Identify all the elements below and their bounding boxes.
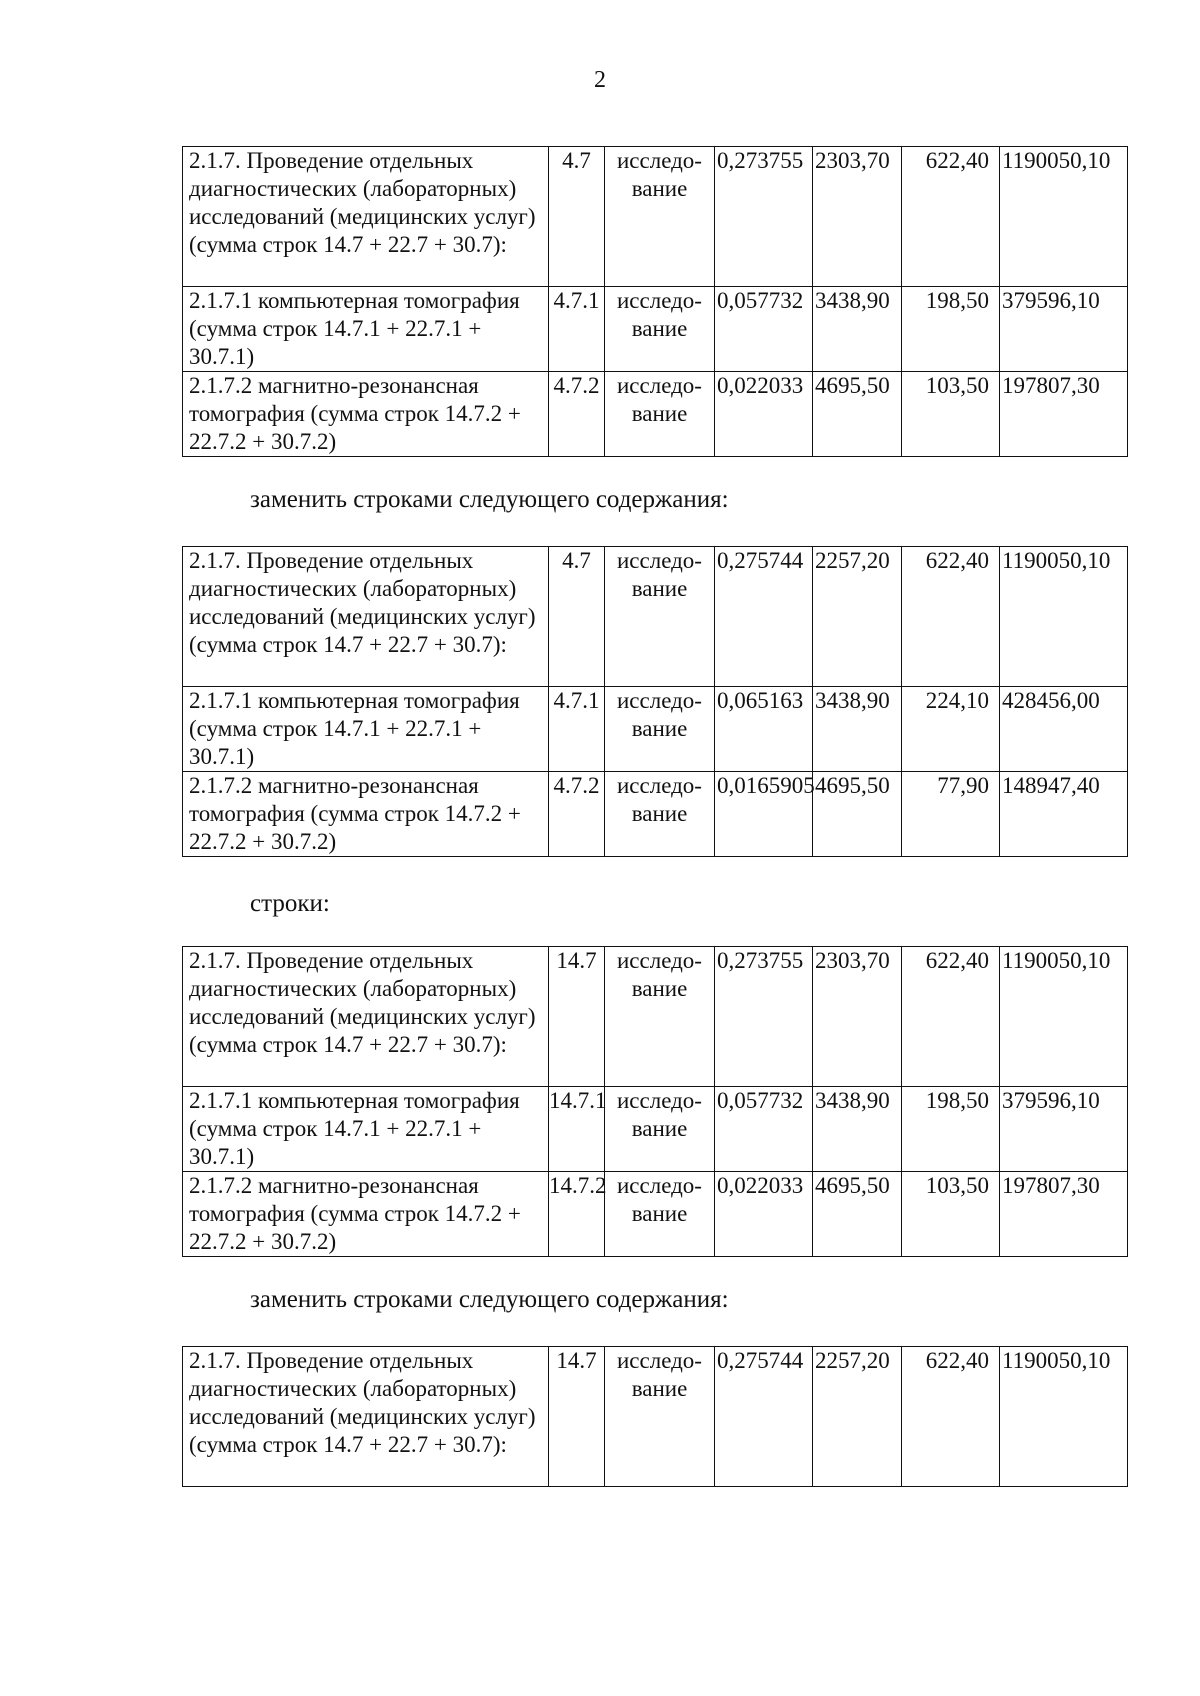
row-unit: исследо-вание (605, 687, 715, 772)
row-value-2: 3438,90 (813, 287, 902, 372)
row-code: 14.7 (549, 947, 605, 1087)
table-row (183, 687, 1128, 772)
row-value-1: 0,275744 (715, 547, 813, 687)
row-unit: исследо-вание (605, 1347, 715, 1487)
row-value-3: 622,40 (902, 1347, 1000, 1487)
row-code: 14.7.1 (549, 1087, 605, 1172)
row-code: 4.7.2 (549, 772, 605, 857)
row-value-2: 2257,20 (813, 1347, 902, 1487)
row-name: 2.1.7.1 компьютерная томография (сумма строк 14.7.1 + 22.7.1 + 30.7.1) (183, 687, 549, 772)
row-unit: исследо-вание (605, 147, 715, 287)
row-code: 14.7 (549, 1347, 605, 1487)
row-unit: исследо-вание (605, 372, 715, 457)
row-code: 4.7 (549, 147, 605, 287)
row-code: 4.7 (549, 547, 605, 687)
row-value-1: 0,022033 (715, 1172, 813, 1257)
row-unit: исследо-вание (605, 1172, 715, 1257)
row-value-3: 103,50 (902, 372, 1000, 457)
table-row (183, 772, 1128, 857)
row-unit: исследо-вание (605, 1087, 715, 1172)
table-row (183, 1087, 1128, 1172)
row-unit: исследо-вание (605, 547, 715, 687)
row-value-2: 4695,50 (813, 372, 902, 457)
table-original-rows-14-7 (182, 946, 1128, 1257)
row-value-3: 622,40 (902, 147, 1000, 287)
table-row (183, 287, 1128, 372)
page-number: 2 (594, 67, 606, 93)
row-name: 2.1.7. Проведение отдельных диагностических (лабораторных) исследований (медицинских услуг) (сумма строк 14.7 + 22.7 + 30.7): (183, 1347, 549, 1487)
row-value-2: 2303,70 (813, 147, 902, 287)
table-row (183, 1172, 1128, 1257)
row-value-3: 622,40 (902, 947, 1000, 1087)
instruction-replace-with: заменить строками следующего содержания: (250, 486, 729, 513)
instruction-rows: строки: (250, 890, 330, 917)
row-value-4: 197807,30 (1000, 1172, 1128, 1257)
row-value-1: 0,0165905 (715, 772, 813, 857)
instruction-replace-with: заменить строками следующего содержания: (250, 1286, 729, 1313)
row-unit: исследо-вание (605, 772, 715, 857)
row-value-4: 1190050,10 (1000, 547, 1128, 687)
row-value-3: 224,10 (902, 687, 1000, 772)
row-unit: исследо-вание (605, 947, 715, 1087)
table-row (183, 147, 1128, 287)
table-replacement-rows-14-7 (182, 1346, 1128, 1487)
row-value-1: 0,057732 (715, 287, 813, 372)
row-value-2: 2257,20 (813, 547, 902, 687)
row-value-1: 0,275744 (715, 1347, 813, 1487)
row-code: 14.7.2 (549, 1172, 605, 1257)
table-original-rows-4-7 (182, 146, 1128, 457)
row-value-4: 1190050,10 (1000, 147, 1128, 287)
row-value-4: 1190050,10 (1000, 1347, 1128, 1487)
row-code: 4.7.1 (549, 287, 605, 372)
row-value-4: 379596,10 (1000, 287, 1128, 372)
row-value-4: 379596,10 (1000, 1087, 1128, 1172)
row-name: 2.1.7.1 компьютерная томография (сумма строк 14.7.1 + 22.7.1 + 30.7.1) (183, 1087, 549, 1172)
row-value-2: 2303,70 (813, 947, 902, 1087)
row-value-4: 148947,40 (1000, 772, 1128, 857)
row-value-3: 77,90 (902, 772, 1000, 857)
row-value-1: 0,057732 (715, 1087, 813, 1172)
row-name: 2.1.7. Проведение отдельных диагностических (лабораторных) исследований (медицинских услуг) (сумма строк 14.7 + 22.7 + 30.7): (183, 147, 549, 287)
row-value-1: 0,065163 (715, 687, 813, 772)
row-value-4: 1190050,10 (1000, 947, 1128, 1087)
row-value-3: 622,40 (902, 547, 1000, 687)
row-name: 2.1.7.2 магнитно-резонансная томография (сумма строк 14.7.2 + 22.7.2 + 30.7.2) (183, 772, 549, 857)
row-value-3: 103,50 (902, 1172, 1000, 1257)
row-unit: исследо-вание (605, 287, 715, 372)
row-name: 2.1.7.2 магнитно-резонансная томография (сумма строк 14.7.2 + 22.7.2 + 30.7.2) (183, 1172, 549, 1257)
table-row (183, 947, 1128, 1087)
table-row (183, 547, 1128, 687)
row-code: 4.7.1 (549, 687, 605, 772)
row-name: 2.1.7. Проведение отдельных диагностических (лабораторных) исследований (медицинских услуг) (сумма строк 14.7 + 22.7 + 30.7): (183, 947, 549, 1087)
row-value-2: 4695,50 (813, 1172, 902, 1257)
table-row (183, 372, 1128, 457)
row-value-3: 198,50 (902, 1087, 1000, 1172)
table-row (183, 1347, 1128, 1487)
row-value-1: 0,273755 (715, 147, 813, 287)
row-name: 2.1.7. Проведение отдельных диагностических (лабораторных) исследований (медицинских услуг) (сумма строк 14.7 + 22.7 + 30.7): (183, 547, 549, 687)
row-value-2: 3438,90 (813, 1087, 902, 1172)
row-name: 2.1.7.1 компьютерная томография (сумма строк 14.7.1 + 22.7.1 + 30.7.1) (183, 287, 549, 372)
row-value-4: 197807,30 (1000, 372, 1128, 457)
row-name: 2.1.7.2 магнитно-резонансная томография (сумма строк 14.7.2 + 22.7.2 + 30.7.2) (183, 372, 549, 457)
row-code: 4.7.2 (549, 372, 605, 457)
row-value-3: 198,50 (902, 287, 1000, 372)
table-replacement-rows-4-7 (182, 546, 1128, 857)
row-value-1: 0,273755 (715, 947, 813, 1087)
row-value-2: 4695,50 (813, 772, 902, 857)
row-value-2: 3438,90 (813, 687, 902, 772)
row-value-1: 0,022033 (715, 372, 813, 457)
row-value-4: 428456,00 (1000, 687, 1128, 772)
